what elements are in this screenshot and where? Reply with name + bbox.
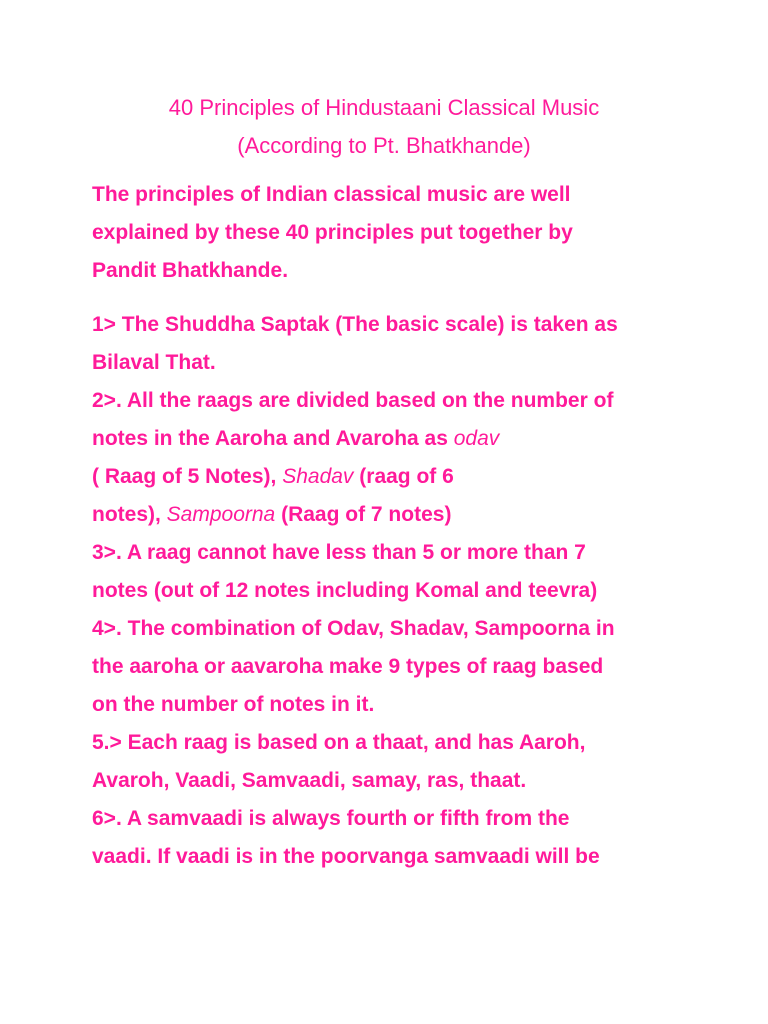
principle-2-text: ( Raag of 5 Notes), (92, 465, 283, 488)
principle-2-text: (Raag of 7 notes) (275, 503, 452, 526)
principle-6-line: vaadi. If vaadi is in the poorvanga samvaadi will be (92, 845, 600, 868)
term-odav: odav (453, 427, 500, 450)
principle-2-text: (raag of 6 (353, 465, 454, 488)
principle-1-line: 1> The Shuddha Saptak (The basic scale) is taken as (92, 313, 618, 336)
principle-2-text: notes in the Aaroha and Avaroha as (92, 427, 454, 450)
term-sampoorna: Sampoorna (166, 503, 276, 526)
intro-line: The principles of Indian classical music are well (92, 183, 571, 206)
principle-3-line: 3>. A raag cannot have less than 5 or more than 7 (92, 541, 586, 564)
intro-line: explained by these 40 principles put together by (92, 221, 573, 244)
principle-4-line: 4>. The combination of Odav, Shadav, Sampoorna in (92, 617, 615, 640)
document-title-line-2: (According to Pt. Bhatkhande) (237, 133, 531, 158)
principle-3-line: notes (out of 12 notes including Komal and teevra) (92, 579, 598, 602)
intro-paragraph (92, 176, 732, 290)
principle-2-line: 2>. All the raags are divided based on the number of (92, 389, 614, 412)
principle-1-line: Bilaval That. (92, 351, 216, 374)
principles-list (92, 306, 732, 876)
principle-2-line (92, 496, 732, 534)
intro-line: Pandit Bhatkhande. (92, 259, 289, 282)
document-title-line-1: 40 Principles of Hindustaani Classical Music (168, 95, 600, 120)
principle-6-line: 6>. A samvaadi is always fourth or fifth from the (92, 807, 570, 830)
principle-2-line (92, 420, 732, 458)
principle-2-text: notes), (92, 503, 167, 526)
principle-2-line (92, 458, 732, 496)
principle-4-line: on the number of notes in it. (92, 693, 375, 716)
principle-4-line: the aaroha or aavaroha make 9 types of raag based (92, 655, 604, 678)
term-shadav: Shadav (282, 465, 354, 488)
principle-5-line: Avaroh, Vaadi, Samvaadi, samay, ras, thaat. (92, 769, 527, 792)
principle-5-line: 5.> Each raag is based on a thaat, and has Aaroh, (92, 731, 586, 754)
